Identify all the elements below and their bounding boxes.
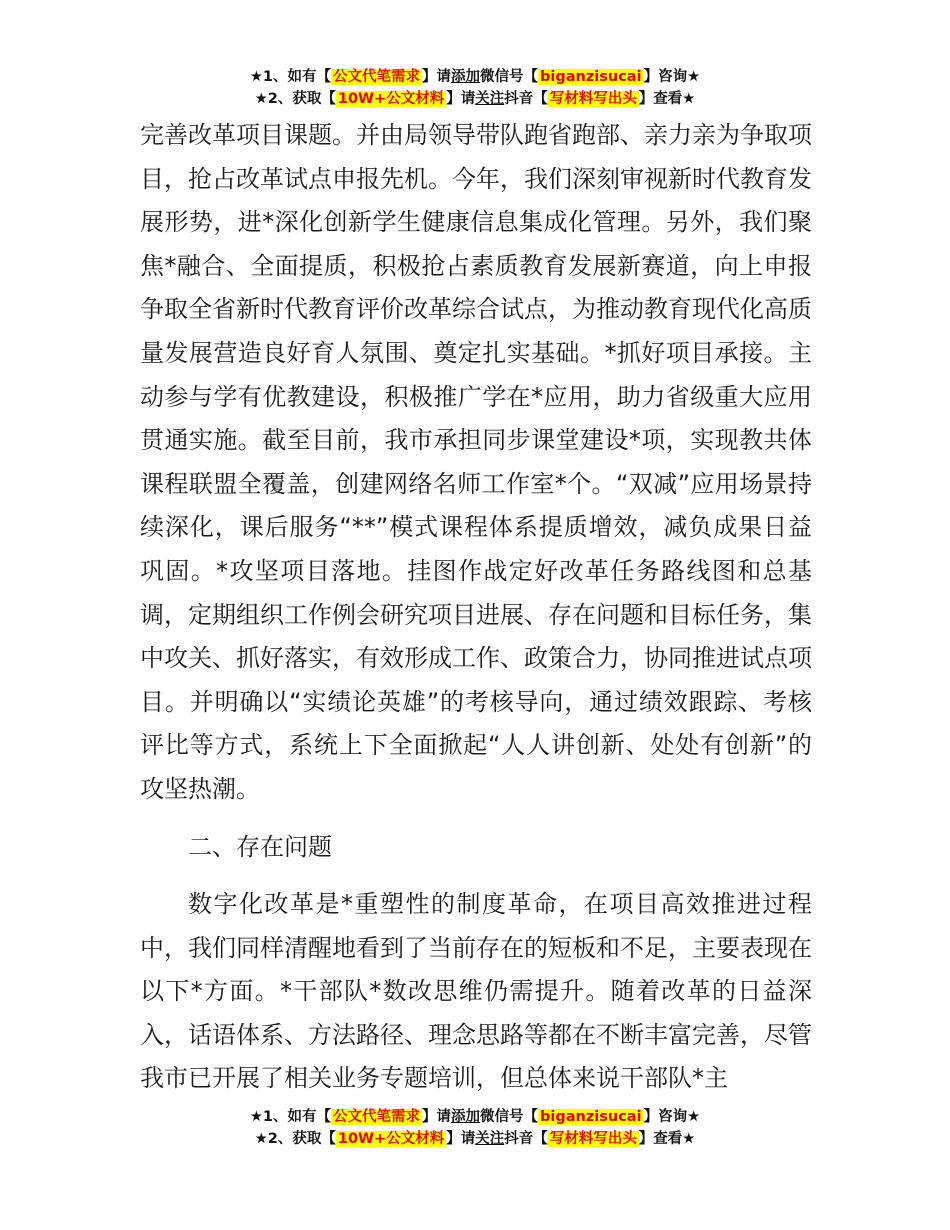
highlight-douyin-account: 写材料写出头 bbox=[549, 1131, 637, 1147]
document-body bbox=[140, 114, 812, 1101]
paragraph-reform-projects: 完善改革项目课题。并由局领导带队跑省跑部、亲力亲为争取项目，抢占改革试点申报先机。今年，我们深刻审视新时代教育发展形势，进*深化创新学生健康信息集成化管理。另外，我们聚焦*融合、全面提质，积极抢占素质教育发展新赛道，向上申报争取全省新时代教育评价改革综合试点，为推动教育现代化高质量发展营造良好育人氛围、奠定扎实基础。*抓好项目承接。主动参与学有优教建设，积极推广学在*应用，助力省级重大应用贯通实施。截至目前，我市承担同步课堂建设*项，实现教共体课程联盟全覆盖，创建网络名师工作室*个。“双减”应用场景持续深化，课后服务“**”模式课程体系提质增效，减负成果日益巩固。*攻坚项目落地。挂图作战定好改革任务路线图和总基调，定期组织工作例会研究项目进展、存在问题和目标任务，集中攻关、抓好落实，有效形成工作、政策合力，协同推进试点项目。并明确以“实绩论英雄”的考核导向，通过绩效跟踪、考核评比等方式，系统上下全面掀起“人人讲创新、处处有创新”的攻坚热潮。 bbox=[140, 121, 812, 803]
banner-line-1: ★1、如有【 公文代笔需求 】请添加微信号【 biganzisucai 】咨询★ bbox=[249, 1109, 701, 1125]
highlight-service: 公文代笔需求 bbox=[333, 1109, 421, 1125]
highlight-wechat-id: biganzisucai bbox=[540, 1109, 642, 1125]
banner-line-1: ★1、如有【 公文代笔需求 】请添加微信号【 biganzisucai 】咨询★ bbox=[249, 69, 701, 85]
banner-line-2: ★2、获取【 10W+公文材料 】请关注抖音【 写材料写出头 】查看★ bbox=[254, 1131, 696, 1147]
header-banner bbox=[0, 66, 950, 110]
highlight-wechat-id: biganzisucai bbox=[540, 69, 642, 85]
section-heading-problems: 二、存在问题 bbox=[188, 832, 332, 861]
highlight-materials: 10W+公文材料 bbox=[337, 1131, 445, 1147]
highlight-materials: 10W+公文材料 bbox=[337, 91, 445, 107]
footer-banner bbox=[0, 1106, 950, 1150]
paragraph-problems: 数字化改革是*重塑性的制度革命，在项目高效推进过程中，我们同样清醒地看到了当前存在的短板和不足，主要表现在以下*方面。*干部队*数改思维仍需提升。随着改革的日益深入，话语体系、方法路径、理念思路等都在不断丰富完善，尽管我市已开展了相关业务专题培训，但总体来说干部队*主 bbox=[140, 890, 812, 1093]
highlight-service: 公文代笔需求 bbox=[333, 69, 421, 85]
banner-line-2: ★2、获取【 10W+公文材料 】请关注抖音【 写材料写出头 】查看★ bbox=[254, 91, 696, 107]
highlight-douyin-account: 写材料写出头 bbox=[549, 91, 637, 107]
